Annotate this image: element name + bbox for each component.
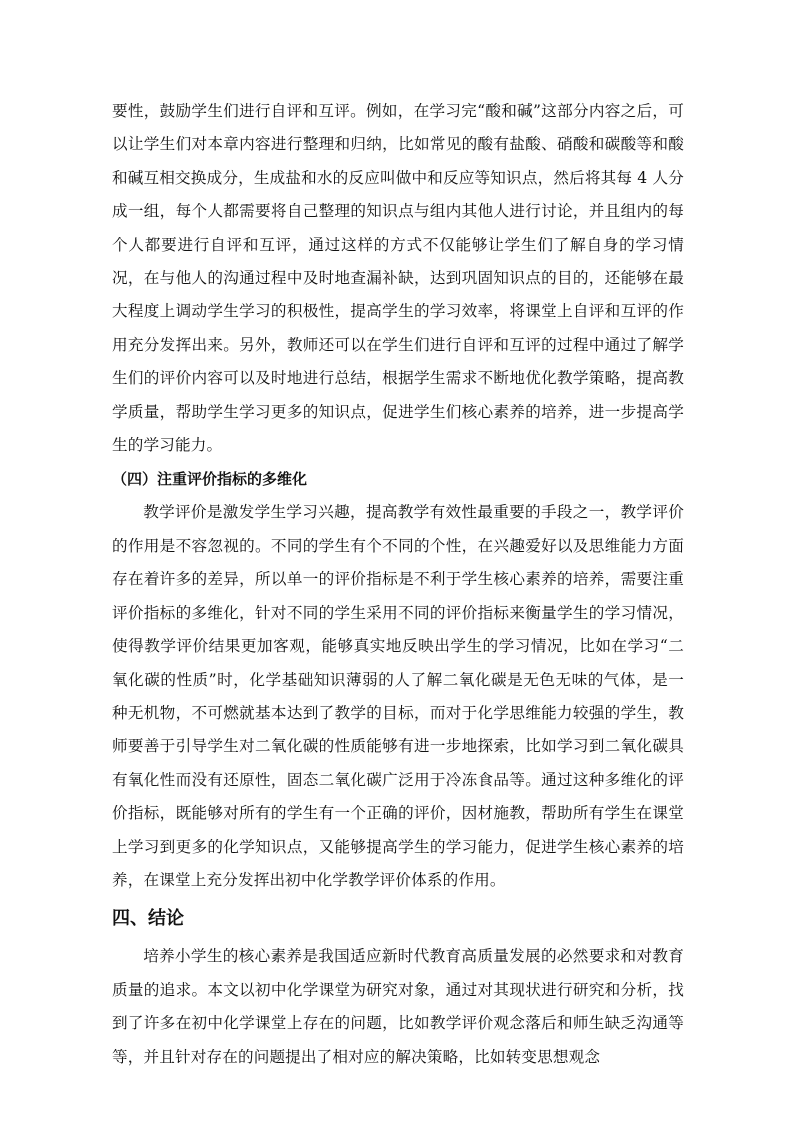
page-content bbox=[112, 95, 684, 1074]
body-paragraph-3: 培养小学生的核心素养是我国适应新时代教育高质量发展的必然要求和对教育质量的追求。本文以初中化学课堂为研究对象，通过对其现状进行研究和分析，找到了许多在初中化学课堂上存在的问题，比如教学评价观念落后和师生缺乏沟通等等，并且针对存在的问题提出了相对应的解决策略，比如转变思想观念 bbox=[112, 947, 684, 1066]
body-paragraph-1: 要性，鼓励学生们进行自评和互评。例如，在学习完“酸和碱”这部分内容之后，可以让学生们对本章内容进行整理和归纳，比如常见的酸有盐酸、硝酸和碳酸等和酸和碱互相交换成分，生成盐和水的反应叫做中和反应等知识点，然后将其每 4 人分成一组，每个人都需要将自己整理的知识点与组内其他人进行讨论，并且组内的每个人都要进行自评和互评，通过这样的方式不仅能够让学生们了解自身的学习情况，在与他人的沟通过程中及时地查漏补缺，达到巩固知识点的目的，还能够在最大程度上调动学生学习的积极性，提高学生的学习效率，将课堂上自评和互评的作用充分发挥出来。另外，教师还可以在学生们进行自评和互评的过程中通过了解学生们的评价内容可以及时地进行总结，根据学生需求不断地优化教学策略，提高教学质量，帮助学生学习更多的知识点，促进学生们核心素养的培养，进一步提高学生的学习能力。 bbox=[112, 102, 684, 455]
section-heading-conclusion: 四、结论 bbox=[112, 908, 184, 930]
body-paragraph-2: 教学评价是激发学生学习兴趣，提高教学有效性最重要的手段之一，教学评价的作用是不容忽视的。不同的学生有个不同的个性，在兴趣爱好以及思维能力方面存在着许多的差异，所以单一的评价指标是不利于学生核心素养的培养，需要注重评价指标的多维化，针对不同的学生采用不同的评价指标来衡量学生的学习情况，使得教学评价结果更加客观，能够真实地反映出学生的学习情况，比如在学习“二氧化碳的性质”时，化学基础知识薄弱的人了解二氧化碳是无色无味的气体，是一种无机物，不可燃就基本达到了教学的目标，而对于化学思维能力较强的学生，教师要善于引导学生对二氧化碳的性质能够有进一步地探索，比如学习到二氧化碳具有氧化性而没有还原性，固态二氧化碳广泛用于冷冻食品等。通过这种多维化的评价指标，既能够对所有的学生有一个正确的评价，因材施教，帮助所有学生在课堂上学习到更多的化学知识点，又能够提高学生的学习能力，促进学生核心素养的培养，在课堂上充分发挥出初中化学教学评价体系的作用。 bbox=[112, 503, 684, 889]
subsection-heading-4: （四）注重评价指标的多维化 bbox=[112, 470, 308, 489]
